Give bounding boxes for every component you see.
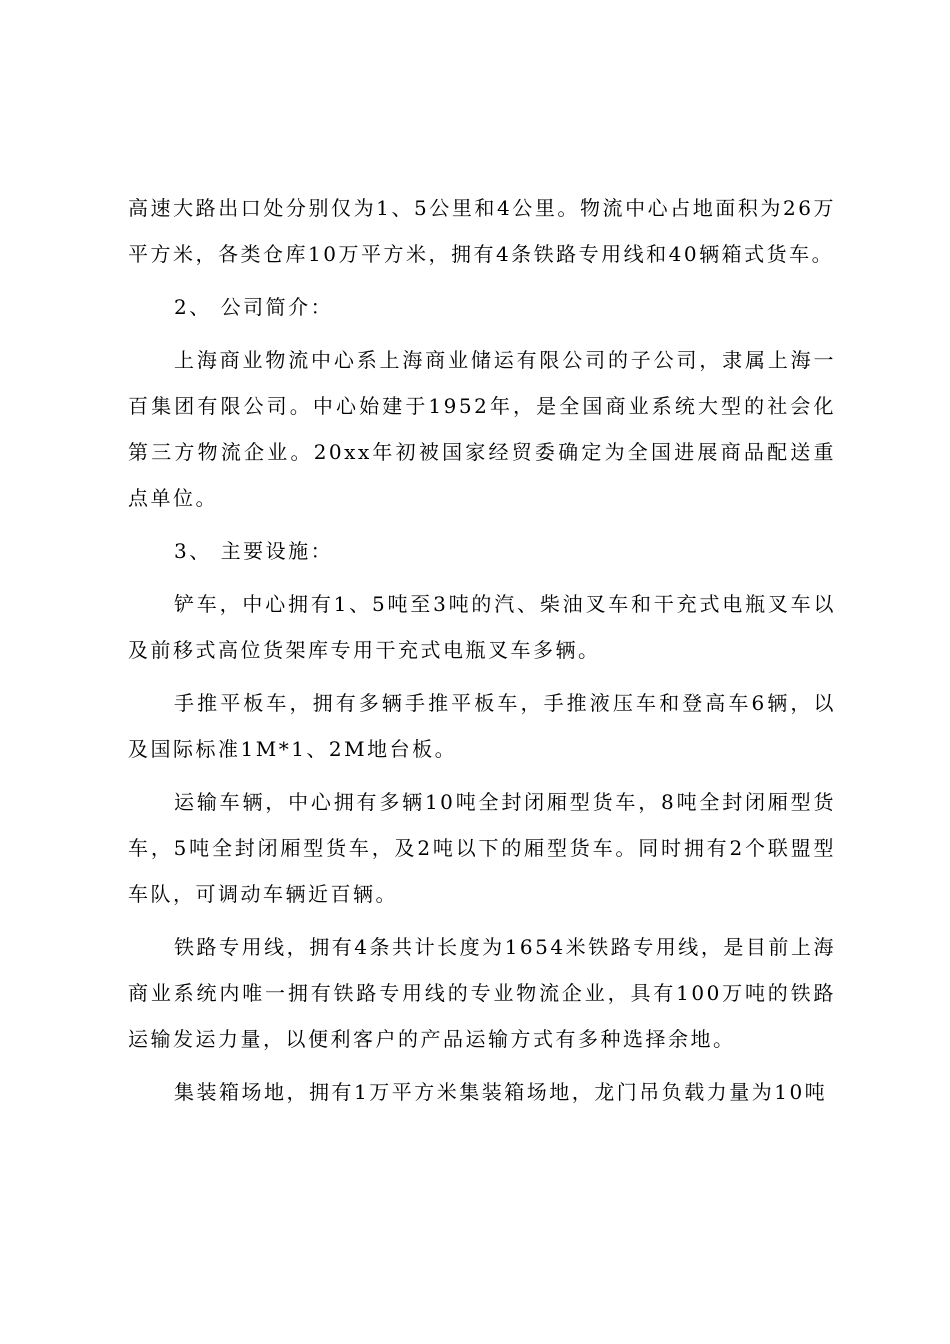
paragraph-gap [128, 917, 836, 924]
paragraph-gap [128, 330, 836, 337]
paragraph-railway-lines: 铁路专用线，拥有4条共计长度为1654米铁路专用线，是目前上海商业系统内唯一拥有铁路专用线的专业物流企业，具有100万吨的铁路运输发运力量，以便利客户的产品运输方式有多种选择余地。 [128, 935, 836, 1051]
paragraph-transport-vehicles: 运输车辆，中心拥有多辆10吨全封闭厢型货车，8吨全封闭厢型货车，5吨全封闭厢型货车，及2吨以下的厢型货车。同时拥有2个联盟型车队，可调动车辆近百辆。 [128, 790, 836, 906]
paragraph-company-intro: 上海商业物流中心系上海商业储运有限公司的子公司，隶属上海一百集团有限公司。中心始建于1952年，是全国商业系统大型的社会化第三方物流企业。20xx年初被国家经贸委确定为全国进展商品配送重点单位。 [128, 348, 836, 510]
paragraph-gap [128, 673, 836, 680]
paragraph-forklifts: 铲车，中心拥有1、5吨至3吨的汽、柴油叉车和干充式电瓶叉车以及前移式高位货架库专用干充式电瓶叉车多辆。 [128, 592, 836, 662]
paragraph-location-area: 高速大路出口处分别仅为1、5公里和4公里。物流中心占地面积为26万平方米，各类仓库10万平方米，拥有4条铁路专用线和40辆箱式货车。 [128, 196, 836, 266]
paragraph-container-yard: 集装箱场地，拥有1万平方米集装箱场地，龙门吊负载力量为10吨 [174, 1080, 828, 1104]
section-heading-main-facilities: 3、 主要设施： [174, 539, 334, 563]
paragraph-gap [128, 521, 836, 528]
paragraph-gap [128, 1062, 836, 1069]
document-body [128, 185, 836, 1115]
paragraph-gap [128, 574, 836, 581]
paragraph-hand-carts: 手推平板车，拥有多辆手推平板车，手推液压车和登高车6辆，以及国际标准1M*1、2M地台板。 [128, 691, 836, 761]
section-heading-company-intro: 2、 公司简介： [174, 295, 334, 319]
paragraph-gap [128, 277, 836, 284]
paragraph-gap [128, 772, 836, 779]
